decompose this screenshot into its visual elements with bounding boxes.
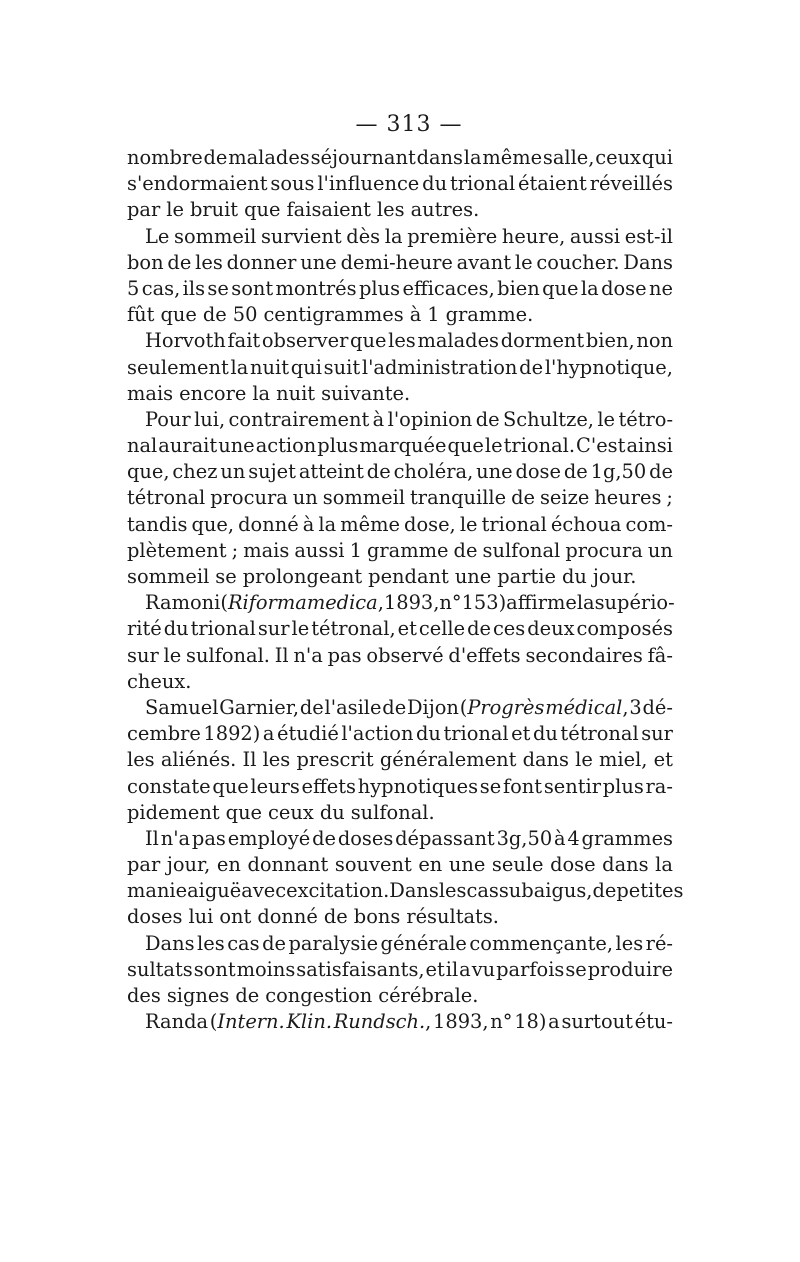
text-line: sur le sulfonal. Il n'a pas observé d'effets secondaires fâ- [127, 643, 673, 667]
text-line: bon de les donner une demi-heure avant le coucher. Dans [127, 250, 673, 274]
text-line: constate que leurs effets hypnotiques se font sentir plus ra- [127, 774, 673, 798]
text-line: que, chez un sujet atteint de choléra, une dose de 1g,50 de [127, 460, 673, 484]
page-number: — 313 — [355, 112, 463, 137]
text-line: sommeil se prolongeant pendant une partie du jour. [127, 565, 637, 588]
text-line: cheux. [127, 669, 192, 693]
text-line: Ramoni (Riforma medica, 1893, n° 153) affirme la supério- [145, 591, 675, 615]
text-line: sultats sont moins satisfaisants, et il a vu parfois se produire [127, 957, 673, 981]
text-line: manie aiguë avec excitation. Dans les cas subaigus, de petites [127, 879, 684, 903]
text-line: Le sommeil survient dès la première heure, aussi est-il [145, 224, 673, 248]
text-line: nal aurait une action plus marquée que le trional. C'est ainsi [127, 434, 673, 458]
text-line: Il n'a pas employé de doses dépassant 3g,50 à 4 grammes [145, 826, 673, 850]
text-line: pidement que ceux du sulfonal. [127, 800, 435, 824]
text-line: Samuel Garnier, de l'asile de Dijon (Progrès médical, 3 dé- [145, 695, 673, 719]
text-line: seulement la nuit qui suit l'administration de l'hypnotique, [127, 355, 673, 379]
body-text [127, 145, 684, 1035]
text-line: les aliénés. Il les prescrit généralement dans le miel, et [127, 748, 673, 772]
text-line: tandis que, donné à la même dose, le trional échoua com- [127, 512, 673, 536]
text-line: doses lui ont donné de bons résultats. [127, 905, 499, 929]
text-line: plètement ; mais aussi 1 gramme de sulfonal procura un [127, 538, 673, 562]
text-line: mais encore la nuit suivante. [127, 381, 411, 405]
text-line: par le bruit que faisaient les autres. [127, 198, 480, 222]
text-line: Pour lui, contrairement à l'opinion de Schultze, le tétro- [145, 407, 673, 431]
text-line: tétronal procura un sommeil tranquille de seize heures ; [127, 486, 673, 510]
text-line: nombre de malades séjournant dans la même salle, ceux qui [127, 146, 673, 169]
text-line: Dans les cas de paralysie générale commençante, les ré- [145, 931, 673, 955]
text-line: Horvoth fait observer que les malades dorment bien, non [145, 329, 673, 353]
text-line: fût que de 50 centigrammes à 1 gramme. [127, 303, 534, 327]
text-line: Randa (Intern. Klin. Rundsch., 1893, n° 18) a surtout étu- [145, 1010, 673, 1034]
text-line: par jour, en donnant souvent en une seule dose dans la [127, 853, 673, 877]
text-line: rité du trional sur le tétronal, et celle de ces deux composés [127, 617, 673, 641]
text-line: des signes de congestion cérébrale. [127, 984, 479, 1007]
text-line: 5 cas, ils se sont montrés plus efficaces, bien que la dose ne [127, 276, 673, 300]
text-line: s'endormaient sous l'influence du trional étaient réveillés [127, 172, 673, 196]
text-line: cembre 1892) a étudié l'action du trional et du tétronal sur [127, 722, 673, 746]
